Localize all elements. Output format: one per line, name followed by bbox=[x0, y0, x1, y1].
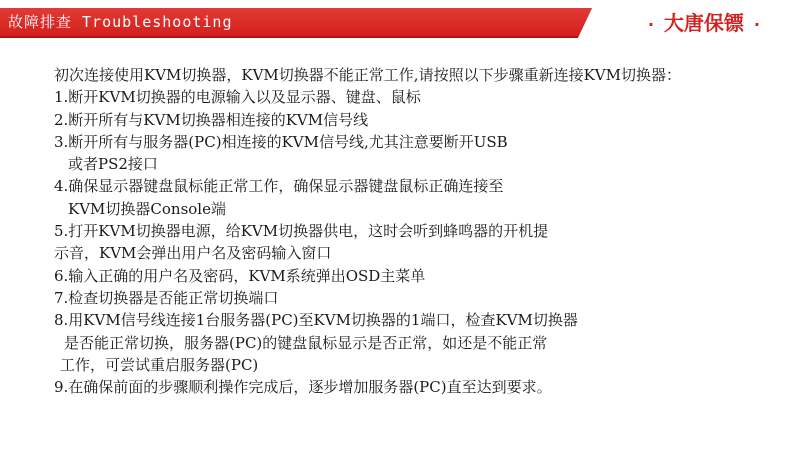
section-title: 故障排查 Troubleshooting bbox=[8, 13, 233, 31]
step-4: 4.确保显示器键盘鼠标能正常工作，确保显示器键盘鼠标正确连接至 bbox=[54, 177, 504, 196]
step-6: 6.输入正确的用户名及密码，KVM系统弹出OSD主菜单 bbox=[54, 266, 426, 285]
step-8-continued-2: 工作，可尝试重启服务器(PC) bbox=[60, 355, 259, 374]
step-8: 8.用KVM信号线连接1台服务器(PC)至KVM切换器的1端口，检查KVM切换器 bbox=[54, 311, 578, 330]
step-2: 2.断开所有与KVM切换器相连接的KVM信号线 bbox=[54, 110, 369, 129]
step-5-continued: 示音，KVM会弹出用户名及密码输入窗口 bbox=[54, 244, 332, 263]
header bbox=[0, 0, 790, 46]
step-7: 7.检查切换器是否能正常切换端口 bbox=[54, 288, 279, 307]
intro-text: 初次连接使用KVM切换器，KVM切换器不能正常工作,请按照以下步骤重新连接KVM切换器： bbox=[54, 66, 681, 84]
step-3-continued: 或者PS2接口 bbox=[68, 155, 158, 174]
troubleshooting-steps bbox=[54, 64, 774, 398]
step-3: 3.断开所有与服务器(PC)相连接的KVM信号线,尤其注意要断开USB bbox=[54, 132, 508, 151]
brand-logo-text bbox=[638, 4, 770, 42]
step-4-continued: KVM切换器Console端 bbox=[68, 199, 226, 218]
brand-dot-left: · bbox=[647, 15, 654, 34]
step-8-continued: 是否能正常切换，服务器(PC)的键盘鼠标显示是否正常，如还是不能正常 bbox=[64, 333, 548, 352]
step-5: 5.打开KVM切换器电源，给KVM切换器供电，这时会听到蜂鸣器的开机提 bbox=[54, 222, 549, 241]
brand-dot-right: · bbox=[753, 15, 760, 34]
step-1: 1.断开KVM切换器的电源输入以及显示器、键盘、鼠标 bbox=[54, 88, 421, 107]
brand-name: 大唐保镖 bbox=[663, 11, 744, 35]
step-9: 9.在确保前面的步骤顺利操作完成后，逐步增加服务器(PC)直至达到要求。 bbox=[54, 378, 552, 397]
